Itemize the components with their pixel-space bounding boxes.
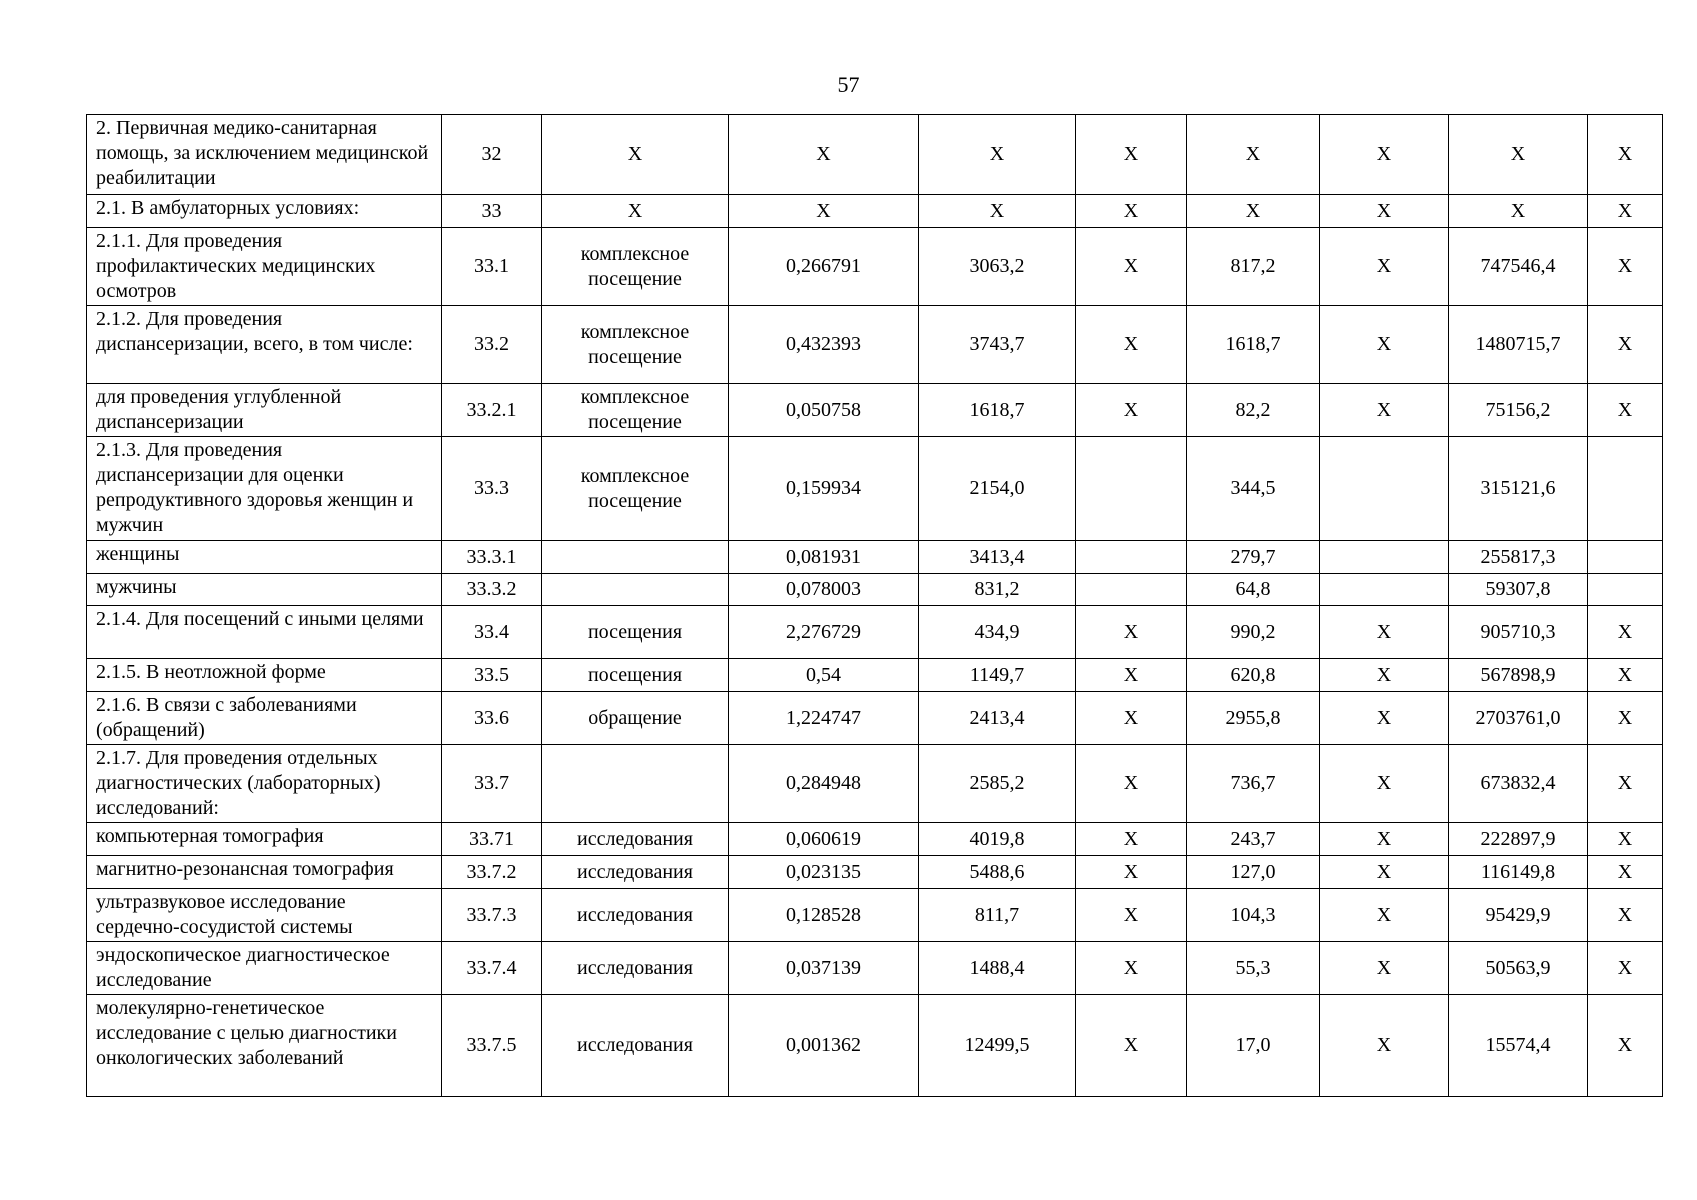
- cell-norm-cost: 831,2: [919, 574, 1076, 606]
- cell-unit: [542, 745, 729, 823]
- cell-total-cost: 1480715,7: [1449, 306, 1588, 384]
- cell-row-code: 33.4: [442, 606, 542, 659]
- cell-row-label: 2.1.5. В неотложной форме: [87, 659, 442, 692]
- cell-per-capita: X: [1187, 115, 1320, 195]
- table-body: [87, 115, 1663, 1097]
- cell-row-label: женщины: [87, 541, 442, 574]
- cell-col-x-1: X: [1076, 195, 1187, 228]
- cell-total-cost: 75156,2: [1449, 384, 1588, 437]
- cell-row-code: 33.7.5: [442, 995, 542, 1097]
- cell-unit: комплексное посещение: [542, 228, 729, 306]
- cell-row-label: 2.1.3. Для проведения диспансеризации для оценки репродуктивного здоровья женщин и мужчин: [87, 437, 442, 541]
- cell-col-x-3: X: [1588, 823, 1663, 856]
- cell-unit: посещения: [542, 606, 729, 659]
- cell-norm-cost: 5488,6: [919, 856, 1076, 889]
- cell-col-x-3: X: [1588, 889, 1663, 942]
- cell-col-x-3: X: [1588, 995, 1663, 1097]
- cell-unit: исследования: [542, 995, 729, 1097]
- cell-total-cost: 50563,9: [1449, 942, 1588, 995]
- table-row: [87, 692, 1663, 745]
- cell-col-x-2: [1320, 574, 1449, 606]
- cell-row-code: 33.1: [442, 228, 542, 306]
- cell-per-capita: 344,5: [1187, 437, 1320, 541]
- data-table: [86, 114, 1663, 1097]
- cell-col-x-1: X: [1076, 889, 1187, 942]
- cell-row-label: эндоскопическое диагностическое исследование: [87, 942, 442, 995]
- cell-row-code: 33.3.2: [442, 574, 542, 606]
- cell-col-x-2: X: [1320, 745, 1449, 823]
- cell-per-capita: 279,7: [1187, 541, 1320, 574]
- cell-total-cost: 95429,9: [1449, 889, 1588, 942]
- cell-total-cost: 2703761,0: [1449, 692, 1588, 745]
- cell-norm-volume: 0,128528: [729, 889, 919, 942]
- cell-norm-volume: 0,432393: [729, 306, 919, 384]
- cell-total-cost: X: [1449, 195, 1588, 228]
- cell-col-x-1: X: [1076, 306, 1187, 384]
- cell-norm-cost: 1488,4: [919, 942, 1076, 995]
- cell-per-capita: 55,3: [1187, 942, 1320, 995]
- cell-unit: посещения: [542, 659, 729, 692]
- cell-col-x-1: X: [1076, 995, 1187, 1097]
- cell-row-code: 33.2.1: [442, 384, 542, 437]
- cell-col-x-2: [1320, 437, 1449, 541]
- table-row: [87, 228, 1663, 306]
- cell-total-cost: 116149,8: [1449, 856, 1588, 889]
- cell-col-x-2: X: [1320, 228, 1449, 306]
- table-row: [87, 574, 1663, 606]
- cell-row-label: 2.1.6. В связи с заболеваниями (обращений): [87, 692, 442, 745]
- cell-col-x-3: [1588, 437, 1663, 541]
- table-row: [87, 659, 1663, 692]
- cell-norm-volume: 0,037139: [729, 942, 919, 995]
- cell-unit: исследования: [542, 889, 729, 942]
- table-row: [87, 856, 1663, 889]
- cell-col-x-2: X: [1320, 995, 1449, 1097]
- cell-row-code: 33.3: [442, 437, 542, 541]
- cell-unit: комплексное посещение: [542, 306, 729, 384]
- cell-row-code: 32: [442, 115, 542, 195]
- cell-unit: [542, 574, 729, 606]
- cell-col-x-1: [1076, 574, 1187, 606]
- cell-unit: комплексное посещение: [542, 384, 729, 437]
- cell-col-x-1: X: [1076, 384, 1187, 437]
- cell-col-x-1: X: [1076, 115, 1187, 195]
- cell-unit: X: [542, 195, 729, 228]
- table-row: [87, 437, 1663, 541]
- cell-total-cost: 315121,6: [1449, 437, 1588, 541]
- cell-per-capita: 17,0: [1187, 995, 1320, 1097]
- cell-per-capita: 736,7: [1187, 745, 1320, 823]
- cell-row-code: 33.6: [442, 692, 542, 745]
- cell-col-x-3: X: [1588, 228, 1663, 306]
- cell-row-label: магнитно-резонансная томография: [87, 856, 442, 889]
- cell-row-code: 33.5: [442, 659, 542, 692]
- cell-norm-cost: 1149,7: [919, 659, 1076, 692]
- table-row: [87, 541, 1663, 574]
- cell-per-capita: 64,8: [1187, 574, 1320, 606]
- table-row: [87, 306, 1663, 384]
- cell-unit: X: [542, 115, 729, 195]
- table-row: [87, 115, 1663, 195]
- cell-col-x-3: X: [1588, 306, 1663, 384]
- cell-row-code: 33.2: [442, 306, 542, 384]
- cell-norm-cost: 811,7: [919, 889, 1076, 942]
- cell-unit: [542, 541, 729, 574]
- cell-col-x-3: X: [1588, 195, 1663, 228]
- cell-norm-cost: 1618,7: [919, 384, 1076, 437]
- cell-total-cost: 673832,4: [1449, 745, 1588, 823]
- cell-col-x-3: X: [1588, 115, 1663, 195]
- cell-col-x-3: X: [1588, 745, 1663, 823]
- cell-col-x-2: X: [1320, 889, 1449, 942]
- cell-per-capita: 817,2: [1187, 228, 1320, 306]
- table-row: [87, 942, 1663, 995]
- cell-col-x-3: X: [1588, 606, 1663, 659]
- cell-total-cost: 222897,9: [1449, 823, 1588, 856]
- cell-row-label: ультразвуковое исследование сердечно-сосудистой системы: [87, 889, 442, 942]
- cell-total-cost: 59307,8: [1449, 574, 1588, 606]
- cell-norm-cost: 3413,4: [919, 541, 1076, 574]
- cell-col-x-2: X: [1320, 384, 1449, 437]
- cell-row-code: 33.71: [442, 823, 542, 856]
- cell-row-label: мужчины: [87, 574, 442, 606]
- cell-total-cost: X: [1449, 115, 1588, 195]
- cell-col-x-2: X: [1320, 606, 1449, 659]
- cell-row-label: 2.1.1. Для проведения профилактических медицинских осмотров: [87, 228, 442, 306]
- cell-row-code: 33.7.4: [442, 942, 542, 995]
- cell-row-label: 2. Первичная медико-санитарная помощь, за исключением медицинской реабилитации: [87, 115, 442, 195]
- cell-norm-volume: 2,276729: [729, 606, 919, 659]
- cell-norm-volume: 0,060619: [729, 823, 919, 856]
- table-row: [87, 889, 1663, 942]
- cell-per-capita: 620,8: [1187, 659, 1320, 692]
- cell-per-capita: 2955,8: [1187, 692, 1320, 745]
- cell-row-code: 33.3.1: [442, 541, 542, 574]
- cell-row-label: компьютерная томография: [87, 823, 442, 856]
- cell-col-x-1: X: [1076, 692, 1187, 745]
- cell-norm-cost: X: [919, 195, 1076, 228]
- cell-col-x-3: [1588, 541, 1663, 574]
- cell-col-x-1: X: [1076, 228, 1187, 306]
- cell-col-x-1: X: [1076, 745, 1187, 823]
- cell-col-x-2: X: [1320, 115, 1449, 195]
- cell-unit: комплексное посещение: [542, 437, 729, 541]
- table-row: [87, 195, 1663, 228]
- cell-norm-cost: 2154,0: [919, 437, 1076, 541]
- cell-per-capita: 104,3: [1187, 889, 1320, 942]
- cell-col-x-2: [1320, 541, 1449, 574]
- cell-unit: исследования: [542, 823, 729, 856]
- table-row: [87, 995, 1663, 1097]
- cell-row-label: 2.1. В амбулаторных условиях:: [87, 195, 442, 228]
- cell-norm-cost: 12499,5: [919, 995, 1076, 1097]
- cell-norm-cost: 3063,2: [919, 228, 1076, 306]
- cell-col-x-3: X: [1588, 856, 1663, 889]
- cell-col-x-1: X: [1076, 856, 1187, 889]
- cell-col-x-2: X: [1320, 195, 1449, 228]
- cell-total-cost: 747546,4: [1449, 228, 1588, 306]
- cell-row-code: 33.7.2: [442, 856, 542, 889]
- cell-col-x-1: X: [1076, 942, 1187, 995]
- cell-total-cost: 255817,3: [1449, 541, 1588, 574]
- cell-per-capita: 243,7: [1187, 823, 1320, 856]
- cell-row-label: 2.1.2. Для проведения диспансеризации, всего, в том числе:: [87, 306, 442, 384]
- cell-norm-cost: 2413,4: [919, 692, 1076, 745]
- cell-col-x-3: X: [1588, 384, 1663, 437]
- cell-col-x-3: X: [1588, 692, 1663, 745]
- cell-col-x-1: X: [1076, 606, 1187, 659]
- cell-col-x-2: X: [1320, 942, 1449, 995]
- cell-col-x-2: X: [1320, 659, 1449, 692]
- cell-norm-volume: 0,159934: [729, 437, 919, 541]
- page-number: 57: [837, 72, 860, 97]
- cell-unit: исследования: [542, 942, 729, 995]
- cell-row-label: 2.1.7. Для проведения отдельных диагностических (лабораторных) исследований:: [87, 745, 442, 823]
- cell-col-x-1: [1076, 541, 1187, 574]
- table-row: [87, 823, 1663, 856]
- cell-col-x-2: X: [1320, 856, 1449, 889]
- cell-norm-volume: 0,001362: [729, 995, 919, 1097]
- cell-row-label: 2.1.4. Для посещений с иными целями: [87, 606, 442, 659]
- cell-per-capita: 127,0: [1187, 856, 1320, 889]
- cell-col-x-1: X: [1076, 659, 1187, 692]
- cell-norm-volume: X: [729, 195, 919, 228]
- cell-norm-volume: 0,266791: [729, 228, 919, 306]
- cell-total-cost: 15574,4: [1449, 995, 1588, 1097]
- cell-col-x-3: X: [1588, 659, 1663, 692]
- cell-norm-cost: 2585,2: [919, 745, 1076, 823]
- cell-norm-cost: 4019,8: [919, 823, 1076, 856]
- cell-col-x-3: [1588, 574, 1663, 606]
- cell-col-x-2: X: [1320, 306, 1449, 384]
- cell-norm-cost: X: [919, 115, 1076, 195]
- cell-norm-cost: 3743,7: [919, 306, 1076, 384]
- cell-norm-volume: 0,54: [729, 659, 919, 692]
- cell-norm-volume: 1,224747: [729, 692, 919, 745]
- cell-row-code: 33.7: [442, 745, 542, 823]
- cell-total-cost: 905710,3: [1449, 606, 1588, 659]
- cell-row-label: молекулярно-генетическое исследование с целью диагностики онкологических заболеваний: [87, 995, 442, 1097]
- cell-norm-cost: 434,9: [919, 606, 1076, 659]
- cell-unit: обращение: [542, 692, 729, 745]
- table-row: [87, 606, 1663, 659]
- cell-row-code: 33: [442, 195, 542, 228]
- cell-per-capita: 1618,7: [1187, 306, 1320, 384]
- cell-col-x-1: [1076, 437, 1187, 541]
- cell-col-x-1: X: [1076, 823, 1187, 856]
- cell-norm-volume: 0,081931: [729, 541, 919, 574]
- cell-row-label: для проведения углубленной диспансеризации: [87, 384, 442, 437]
- cell-norm-volume: 0,284948: [729, 745, 919, 823]
- cell-norm-volume: 0,050758: [729, 384, 919, 437]
- cell-unit: исследования: [542, 856, 729, 889]
- cell-per-capita: 990,2: [1187, 606, 1320, 659]
- cell-total-cost: 567898,9: [1449, 659, 1588, 692]
- cell-row-code: 33.7.3: [442, 889, 542, 942]
- table-row: [87, 745, 1663, 823]
- cell-col-x-2: X: [1320, 823, 1449, 856]
- cell-norm-volume: 0,023135: [729, 856, 919, 889]
- cell-norm-volume: 0,078003: [729, 574, 919, 606]
- table-row: [87, 384, 1663, 437]
- cell-per-capita: X: [1187, 195, 1320, 228]
- cell-col-x-2: X: [1320, 692, 1449, 745]
- cell-per-capita: 82,2: [1187, 384, 1320, 437]
- cell-norm-volume: X: [729, 115, 919, 195]
- cell-col-x-3: X: [1588, 942, 1663, 995]
